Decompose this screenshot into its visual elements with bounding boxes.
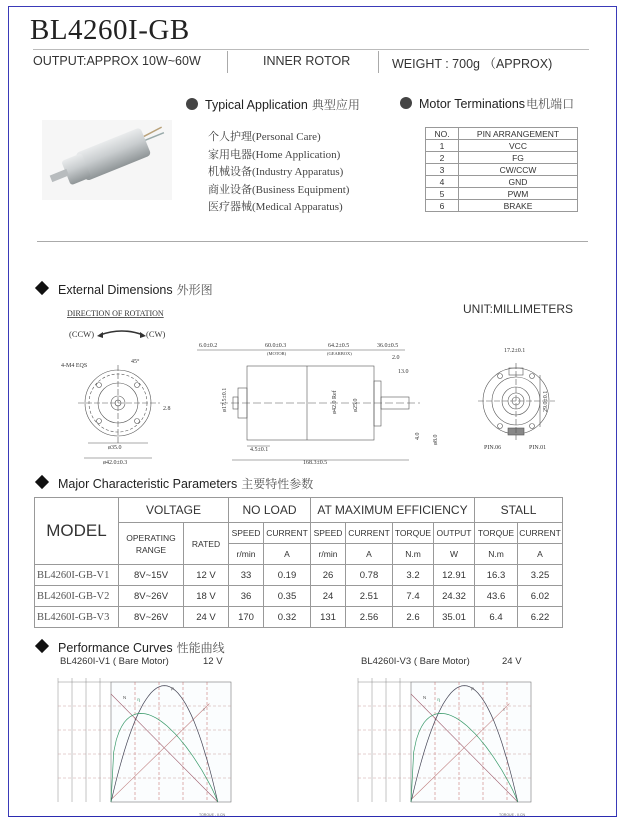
parameter-value: 2.51 <box>346 586 393 607</box>
plot-area <box>411 682 531 802</box>
output-header: OUTPUT <box>434 523 475 544</box>
pin-no: 3 <box>426 164 459 176</box>
application-list <box>208 129 349 217</box>
diamond-bullet-icon <box>35 639 49 653</box>
diamond-bullet-icon <box>35 281 49 295</box>
parameter-value: 33 <box>229 565 264 586</box>
ccw-label: (CCW) <box>69 329 95 339</box>
dim-d25: ø25.0 <box>353 398 359 412</box>
pin-no: 4 <box>426 176 459 188</box>
unit-label: UNIT:MILLIMETERS <box>463 302 574 316</box>
heading-text: Typical Application <box>205 98 308 112</box>
application-item: 机械设备(Industry Apparatus) <box>208 166 344 178</box>
pin-row <box>426 200 578 212</box>
unit-cell: W <box>434 544 475 565</box>
parameter-value: 170 <box>229 607 264 628</box>
section-divider <box>37 241 588 242</box>
heading-text: Major Characteristic Parameters <box>58 477 238 491</box>
pin-row <box>426 152 578 164</box>
bullet-icon <box>400 97 412 109</box>
header-row-groups <box>35 498 563 523</box>
typical-application-heading <box>186 96 360 113</box>
dim-total: 168.3±0.5 <box>303 460 328 466</box>
parameter-value: 3.25 <box>518 565 563 586</box>
parameter-value: 35.01 <box>434 607 475 628</box>
chart-voltage: 24 V <box>502 656 522 667</box>
angle-label: 45° <box>131 359 140 365</box>
current-header: CURRENT <box>264 523 311 544</box>
dim-60-sub: (MOTOR) <box>267 351 287 356</box>
application-item: 商业设备(Business Equipment) <box>208 183 350 196</box>
title-divider <box>33 49 589 50</box>
unit-cell: A <box>518 544 563 565</box>
external-dimensions-heading <box>34 281 213 298</box>
parameter-value: 2.6 <box>393 607 434 628</box>
dim-6: 6.0±0.2 <box>199 343 218 349</box>
dim-d42: ø42.0 Ref <box>332 390 338 414</box>
holes-label: 4-M4 EQS <box>61 363 88 369</box>
spec-divider <box>378 51 379 73</box>
torque-header: TORQUE <box>393 523 434 544</box>
dim-64-sub: (GEARBOX) <box>327 351 352 356</box>
flat-label: 2.8 <box>163 406 171 412</box>
motor-terminations-heading <box>400 95 574 112</box>
parameter-value: 0.32 <box>264 607 311 628</box>
col-pin: PIN ARRANGEMENT <box>459 128 578 140</box>
application-item: 家用电器(Home Application) <box>208 148 341 161</box>
heading-cn: 性能曲线 <box>176 641 225 655</box>
dim-2: 2.0 <box>392 355 400 361</box>
pin-row <box>426 176 578 188</box>
parameter-row <box>35 586 563 607</box>
pin-name: PWM <box>459 188 578 200</box>
pin-table <box>425 127 578 212</box>
pin-name: BRAKE <box>459 200 578 212</box>
x-axis-label: TORQUE - 0.CN <box>199 813 225 817</box>
parameter-value: 24.32 <box>434 586 475 607</box>
d42-label: ø42.0±0.3 <box>103 460 128 466</box>
dim-36: 36.0±0.5 <box>377 343 399 349</box>
curve-label: P <box>171 686 175 692</box>
spec-rotor: INNER ROTOR <box>263 54 351 68</box>
speed-header: SPEED <box>311 523 346 544</box>
dim-d17: ø17.5±0.1 <box>222 387 228 412</box>
pin-name: CW/CCW <box>459 164 578 176</box>
dim-64: 64.2±0.5 <box>328 343 350 349</box>
chart-model: BL4260I-V3 ( Bare Motor) <box>361 656 470 667</box>
curve-label: η <box>437 697 440 703</box>
heading-text: Motor Terminations <box>419 97 526 111</box>
model-header: MODEL <box>35 498 119 565</box>
rated-header: RATED <box>184 523 229 565</box>
parameter-value: 24 V <box>184 607 229 628</box>
curve-label: I <box>203 706 205 712</box>
pin06-label: PIN.06 <box>484 445 502 451</box>
parameter-value: 131 <box>311 607 346 628</box>
speed-header: SPEED <box>229 523 264 544</box>
curve-label: N <box>423 694 427 700</box>
motor-photo <box>42 120 172 200</box>
spec-divider <box>227 51 228 73</box>
unit-cell: N.m <box>475 544 518 565</box>
model-name: BL4260I-GB-V1 <box>35 565 119 586</box>
parameter-row <box>35 607 563 628</box>
stall-header: STALL <box>475 498 563 523</box>
curve-label: η <box>137 697 140 703</box>
pin-name: FG <box>459 152 578 164</box>
curve-label: I <box>503 706 505 712</box>
pin-row <box>426 140 578 152</box>
parameter-value: 0.78 <box>346 565 393 586</box>
parameter-value: 2.56 <box>346 607 393 628</box>
dim-60: 60.0±0.3 <box>265 343 287 349</box>
unit-cell: N.m <box>393 544 434 565</box>
plot-area <box>111 682 231 802</box>
parameter-value: 26 <box>311 565 346 586</box>
parameter-value: 8V~15V <box>119 565 184 586</box>
parameter-value: 16.3 <box>475 565 518 586</box>
application-item: 个人护理(Personal Care) <box>208 131 321 143</box>
parameter-row <box>35 565 563 586</box>
chart-voltage: 12 V <box>203 656 223 667</box>
heading-cn: 电机端口 <box>526 97 575 111</box>
parameters-heading <box>34 475 313 492</box>
heading-cn: 主要特性参数 <box>241 477 314 491</box>
x-axis-label: TORQUE - 0.CN <box>499 813 525 817</box>
unit-cell: r/min <box>311 544 346 565</box>
voltage-header: VOLTAGE <box>119 498 229 523</box>
bullet-icon <box>186 98 198 110</box>
spec-output: OUTPUT:APPROX 10W~60W <box>33 54 201 68</box>
parameter-value: 36 <box>229 586 264 607</box>
rear-width: 17.2±0.1 <box>504 348 526 354</box>
pin-row <box>426 188 578 200</box>
no-load-header: NO LOAD <box>229 498 311 523</box>
heading-text: External Dimensions <box>58 283 173 297</box>
max-efficiency-header: AT MAXIMUM EFFICIENCY <box>311 498 475 523</box>
parameter-value: 0.19 <box>264 565 311 586</box>
chart-2-title <box>361 656 522 667</box>
parameter-value: 24 <box>311 586 346 607</box>
pin-row <box>426 164 578 176</box>
performance-heading <box>34 639 225 656</box>
unit-cell: A <box>346 544 393 565</box>
curve-label: N <box>123 694 127 700</box>
diamond-bullet-icon <box>35 475 49 489</box>
parameter-value: 6.4 <box>475 607 518 628</box>
heading-cn: 典型应用 <box>311 98 360 112</box>
parameter-value: 18 V <box>184 586 229 607</box>
parameter-value: 43.6 <box>475 586 518 607</box>
pin-no: 6 <box>426 200 459 212</box>
spec-weight: WEIGHT : 700g （APPROX) <box>392 57 553 71</box>
parameter-value: 6.22 <box>518 607 563 628</box>
performance-chart-v3 <box>356 670 546 820</box>
pin-name: GND <box>459 176 578 188</box>
parameter-value: 3.2 <box>393 565 434 586</box>
pin-no: 1 <box>426 140 459 152</box>
dim-13: 13.0 <box>398 369 409 375</box>
product-title: BL4260I-GB <box>30 14 190 46</box>
chart-1-title <box>60 656 223 667</box>
torque-header: TORQUE <box>475 523 518 544</box>
d35-label: ø35.0 <box>108 445 122 451</box>
pin-name: VCC <box>459 140 578 152</box>
direction-title: DIRECTION OF ROTATION <box>67 309 164 318</box>
pin01-label: PIN.01 <box>529 445 547 451</box>
cw-label: (CW) <box>146 329 166 339</box>
application-item: 医疗器械(Medical Apparatus) <box>208 201 343 213</box>
dim-4: 4.0 <box>415 432 421 440</box>
pin-table-header <box>426 128 578 140</box>
heading-text: Performance Curves <box>58 641 173 655</box>
unit-cell: r/min <box>229 544 264 565</box>
performance-chart-v1 <box>56 670 246 820</box>
current-header: CURRENT <box>346 523 393 544</box>
pin-no: 5 <box>426 188 459 200</box>
model-name: BL4260I-GB-V2 <box>35 586 119 607</box>
parameter-value: 8V~26V <box>119 607 184 628</box>
dim-4-5: 4.5±0.1 <box>250 447 269 453</box>
parameter-value: 8V~26V <box>119 586 184 607</box>
rear-height: 29.0±0.1 <box>543 390 549 412</box>
heading-cn: 外形图 <box>176 283 213 297</box>
parameters-table <box>34 497 563 628</box>
pin-no: 2 <box>426 152 459 164</box>
parameter-value: 12.91 <box>434 565 475 586</box>
operating-range-header: OPERATING RANGE <box>119 523 184 565</box>
current-header: CURRENT <box>518 523 563 544</box>
chart-model: BL4260I-V1 ( Bare Motor) <box>60 656 169 667</box>
dim-d8: ø8.0 <box>433 434 439 445</box>
parameter-value: 7.4 <box>393 586 434 607</box>
curve-label: P <box>471 686 475 692</box>
col-no: NO. <box>426 128 459 140</box>
unit-cell: A <box>264 544 311 565</box>
parameter-value: 0.35 <box>264 586 311 607</box>
parameter-value: 12 V <box>184 565 229 586</box>
parameter-value: 6.02 <box>518 586 563 607</box>
model-name: BL4260I-GB-V3 <box>35 607 119 628</box>
